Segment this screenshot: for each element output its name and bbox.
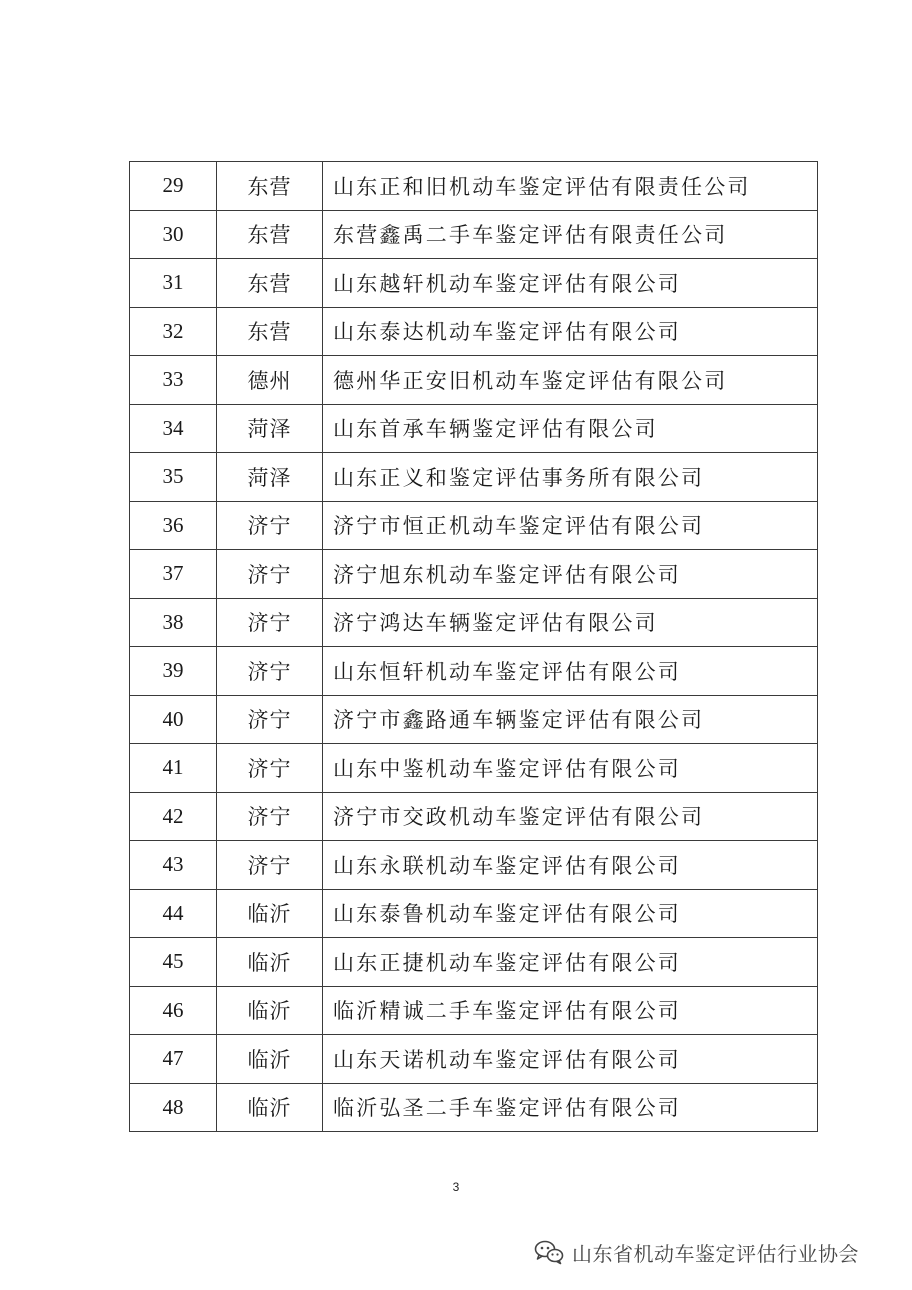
row-city: 临沂: [217, 986, 323, 1035]
table-row: [130, 501, 818, 550]
row-city: 济宁: [217, 647, 323, 696]
row-number: 39: [130, 647, 217, 696]
row-city: 东营: [217, 162, 323, 211]
row-city: 东营: [217, 210, 323, 259]
wechat-watermark: [534, 1236, 859, 1268]
table-row: [130, 889, 818, 938]
row-number: 34: [130, 404, 217, 453]
row-city: 东营: [217, 259, 323, 308]
row-company-name: 山东天诺机动车鉴定评估有限公司: [323, 1035, 818, 1084]
row-number: 32: [130, 307, 217, 356]
row-number: 37: [130, 550, 217, 599]
row-company-name: 济宁市恒正机动车鉴定评估有限公司: [323, 501, 818, 550]
table-row: [130, 986, 818, 1035]
row-number: 45: [130, 938, 217, 987]
watermark-text: 山东省机动车鉴定评估行业协会: [572, 1241, 859, 1266]
row-company-name: 山东泰达机动车鉴定评估有限公司: [323, 307, 818, 356]
table-row: [130, 356, 818, 405]
row-number: 31: [130, 259, 217, 308]
row-company-name: 山东永联机动车鉴定评估有限公司: [323, 841, 818, 890]
row-company-name: 山东首承车辆鉴定评估有限公司: [323, 404, 818, 453]
row-company-name: 山东正和旧机动车鉴定评估有限责任公司: [323, 162, 818, 211]
row-number: 29: [130, 162, 217, 211]
row-number: 44: [130, 889, 217, 938]
row-city: 济宁: [217, 841, 323, 890]
table-row: [130, 210, 818, 259]
row-number: 41: [130, 744, 217, 793]
row-city: 济宁: [217, 501, 323, 550]
row-company-name: 济宁市鑫路通车辆鉴定评估有限公司: [323, 695, 818, 744]
table-row: [130, 792, 818, 841]
row-city: 济宁: [217, 695, 323, 744]
row-company-name: 临沂弘圣二手车鉴定评估有限公司: [323, 1083, 818, 1132]
row-city: 德州: [217, 356, 323, 405]
row-number: 47: [130, 1035, 217, 1084]
table-row: [130, 598, 818, 647]
wechat-icon: [534, 1239, 564, 1265]
table-row: [130, 744, 818, 793]
table-row: [130, 404, 818, 453]
row-city: 济宁: [217, 550, 323, 599]
row-city: 临沂: [217, 1035, 323, 1084]
row-number: 43: [130, 841, 217, 890]
row-company-name: 济宁鸿达车辆鉴定评估有限公司: [323, 598, 818, 647]
row-company-name: 山东正义和鉴定评估事务所有限公司: [323, 453, 818, 502]
row-city: 临沂: [217, 889, 323, 938]
table-row: [130, 307, 818, 356]
row-company-name: 山东恒轩机动车鉴定评估有限公司: [323, 647, 818, 696]
table-row: [130, 841, 818, 890]
row-number: 30: [130, 210, 217, 259]
row-number: 38: [130, 598, 217, 647]
table-row: [130, 938, 818, 987]
table-row: [130, 259, 818, 308]
row-city: 济宁: [217, 744, 323, 793]
row-number: 36: [130, 501, 217, 550]
row-number: 33: [130, 356, 217, 405]
table-row: [130, 695, 818, 744]
row-company-name: 临沂精诚二手车鉴定评估有限公司: [323, 986, 818, 1035]
row-company-name: 德州华正安旧机动车鉴定评估有限公司: [323, 356, 818, 405]
row-number: 35: [130, 453, 217, 502]
table-row: [130, 162, 818, 211]
row-number: 40: [130, 695, 217, 744]
table-row: [130, 453, 818, 502]
row-company-name: 东营鑫禹二手车鉴定评估有限责任公司: [323, 210, 818, 259]
company-list-table: [129, 161, 818, 1132]
row-number: 46: [130, 986, 217, 1035]
row-company-name: 山东正捷机动车鉴定评估有限公司: [323, 938, 818, 987]
row-company-name: 济宁市交政机动车鉴定评估有限公司: [323, 792, 818, 841]
row-company-name: 山东泰鲁机动车鉴定评估有限公司: [323, 889, 818, 938]
page-number: 3: [452, 1180, 460, 1194]
table-row: [130, 647, 818, 696]
row-company-name: 山东中鉴机动车鉴定评估有限公司: [323, 744, 818, 793]
table-row: [130, 1083, 818, 1132]
table-row: [130, 550, 818, 599]
row-city: 济宁: [217, 598, 323, 647]
row-city: 济宁: [217, 792, 323, 841]
row-city: 临沂: [217, 1083, 323, 1132]
row-number: 42: [130, 792, 217, 841]
row-company-name: 山东越轩机动车鉴定评估有限公司: [323, 259, 818, 308]
row-city: 菏泽: [217, 404, 323, 453]
row-number: 48: [130, 1083, 217, 1132]
row-city: 东营: [217, 307, 323, 356]
row-company-name: 济宁旭东机动车鉴定评估有限公司: [323, 550, 818, 599]
row-city: 临沂: [217, 938, 323, 987]
table-body: [130, 162, 818, 1132]
row-city: 菏泽: [217, 453, 323, 502]
table-row: [130, 1035, 818, 1084]
